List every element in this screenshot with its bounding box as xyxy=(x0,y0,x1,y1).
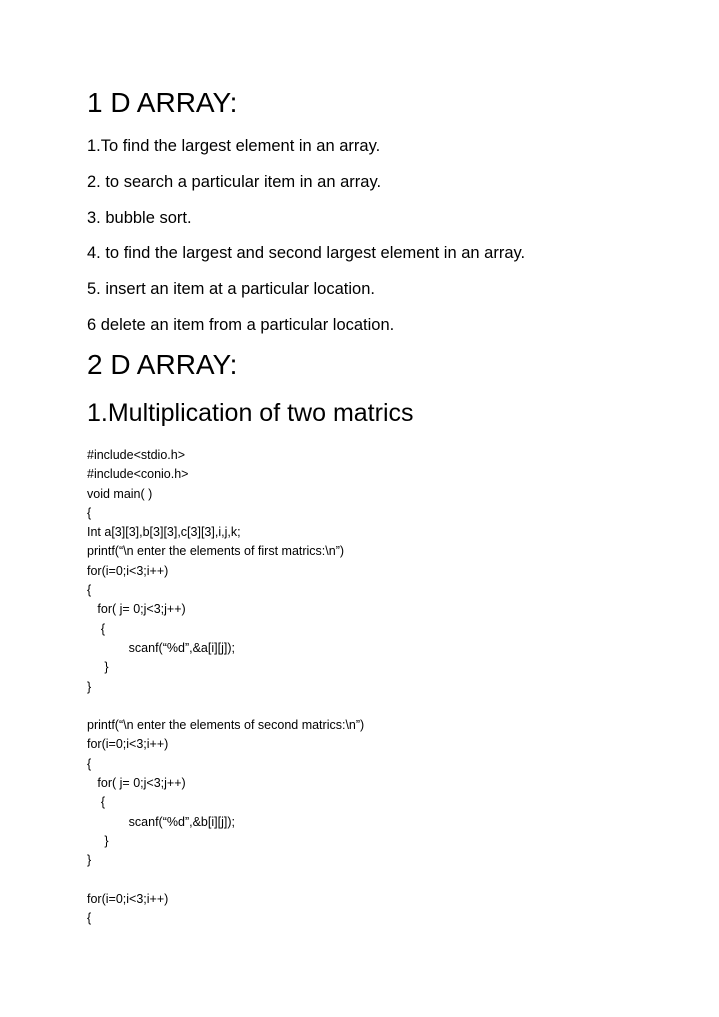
code-line: for( j= 0;j<3;j++) xyxy=(87,602,186,617)
list-item: 6 delete an item from a particular location. xyxy=(87,316,395,334)
section-heading-1d-array: 1 D ARRAY: xyxy=(87,87,238,118)
code-line: Int a[3][3],b[3][3],c[3][3],i,j,k; xyxy=(87,525,241,540)
code-line: { xyxy=(87,911,92,926)
code-line: { xyxy=(87,795,106,810)
code-line: scanf(“%d”,&b[i][j]); xyxy=(87,814,235,829)
code-line: for(i=0;i<3;i++) xyxy=(87,563,169,578)
code-line: { xyxy=(87,621,106,636)
code-line: { xyxy=(87,583,92,598)
list-item: 2. to search a particular item in an array. xyxy=(87,173,382,191)
code-line: for(i=0;i<3;i++) xyxy=(87,891,169,906)
code-line: { xyxy=(87,505,92,520)
code-block xyxy=(87,446,364,928)
section-heading-2d-array: 2 D ARRAY: xyxy=(87,349,238,380)
list-item: 1.To find the largest element in an array. xyxy=(87,137,381,155)
program-title: 1.Multiplication of two matrics xyxy=(87,399,414,427)
code-line: #include<stdio.h> xyxy=(87,448,185,462)
code-line: for(i=0;i<3;i++) xyxy=(87,737,169,752)
code-line xyxy=(87,697,364,716)
code-line: printf(“\n enter the elements of second matrics:\n”) xyxy=(87,718,365,733)
code-line: } xyxy=(87,679,92,694)
code-line: } xyxy=(87,660,109,675)
code-line: } xyxy=(87,833,109,848)
code-line xyxy=(87,871,364,890)
list-item: 4. to find the largest and second largest element in an array. xyxy=(87,244,526,262)
code-line: void main( ) xyxy=(87,486,153,501)
code-line: } xyxy=(87,853,92,868)
list-item: 5. insert an item at a particular location. xyxy=(87,280,375,298)
list-item: 3. bubble sort. xyxy=(87,209,192,227)
code-line: printf(“\n enter the elements of first matrics:\n”) xyxy=(87,544,345,559)
code-line: #include<conio.h> xyxy=(87,467,189,482)
code-line: { xyxy=(87,756,92,771)
code-line: for( j= 0;j<3;j++) xyxy=(87,776,186,791)
code-line: scanf(“%d”,&a[i][j]); xyxy=(87,640,235,655)
